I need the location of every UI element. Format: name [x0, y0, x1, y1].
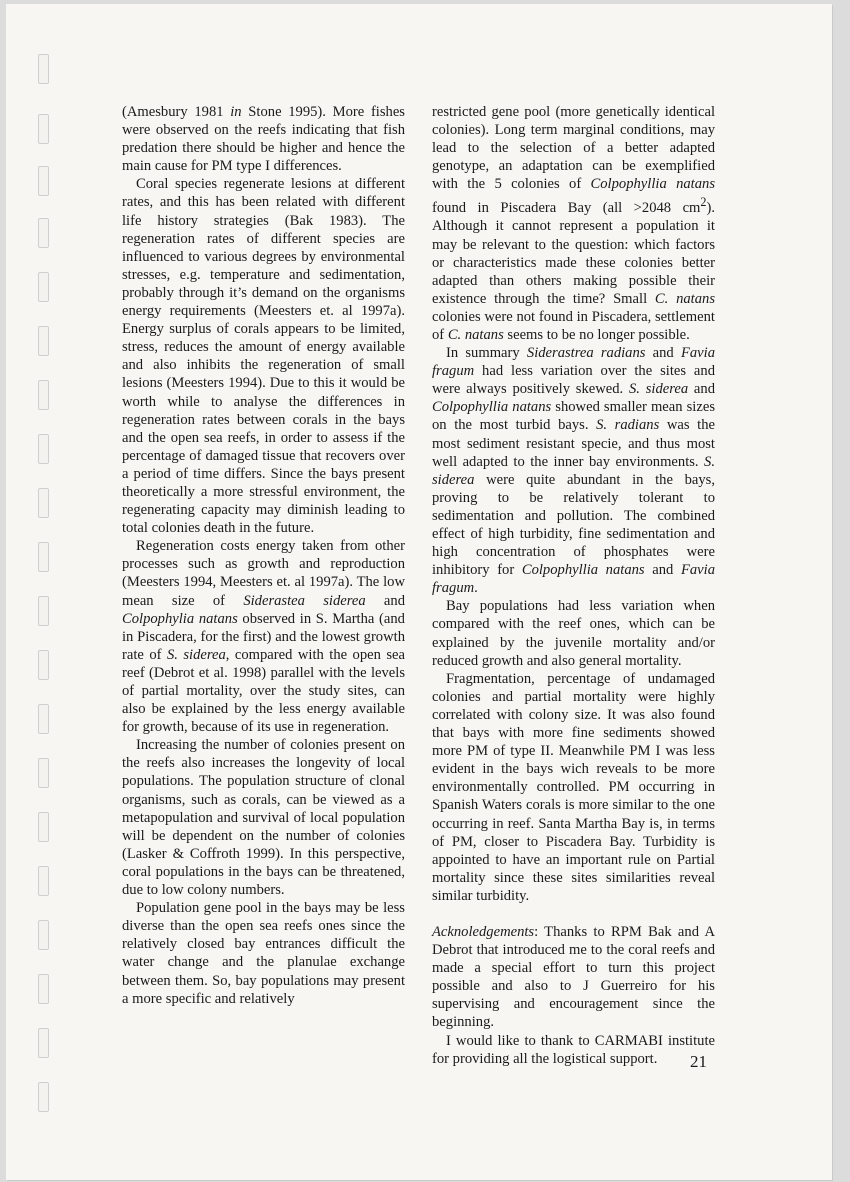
italic-text: Colpophylia natans [122, 610, 238, 627]
binding-hole [38, 326, 49, 356]
binding-hole [38, 54, 49, 84]
superscript: 2 [700, 195, 707, 210]
italic-text: S. siderea [628, 381, 689, 398]
paragraph-gap [432, 905, 715, 923]
binding-hole [38, 542, 49, 572]
paragraph: (Amesbury 1981 in Stone 1995). More fishes were observed on the reefs indicating that fish predation there should be higher and hence the main cause for PM type I differences. [122, 104, 405, 175]
italic-text: S. siderea [166, 646, 226, 663]
italic-text: Siderastrea radians [526, 345, 646, 362]
binding-hole [38, 704, 49, 734]
left-column [122, 103, 405, 1008]
binding-hole [38, 434, 49, 464]
binding-hole [38, 866, 49, 896]
italic-text: Acknoledgements [432, 923, 535, 940]
binding-hole [38, 758, 49, 788]
binding-hole [38, 218, 49, 248]
binding-hole [38, 596, 49, 626]
italic-text: C. natans [654, 290, 716, 307]
paragraph: Increasing the number of colonies present on the reefs also increases the longevity of local populations. The population structure of clonal organisms, such as corals, can be viewed as a metapopulation and survival of local population will be dependent on the number of colonies (Lasker & Coffroth 1999). In this perspective, coral populations in the bays can be threatened, due to low colony numbers. [122, 737, 405, 899]
binding-hole [38, 650, 49, 680]
paragraph: In summary Siderastrea radians and Favia fragum had less variation over the sites and were always positively skewed. S. siderea and Colpophyllia natans showed smaller mean sizes on the most turbid bays. S. radians was the most sediment resistant specie, and thus most well adapted to the inner bay environments. S. siderea were quite abundant in the bays, proving to be relatively tolerant to sedimentation and pollution. The combined effect of high turbidity, fine sedimentation and high concentration of phosphates were inhibitory for Colpophyllia natans and Favia fragum. [432, 345, 715, 597]
italic-text: Colpophyllia natans [521, 562, 645, 579]
binding-hole [38, 920, 49, 950]
paragraph: Population gene pool in the bays may be less diverse than the open sea reefs ones since the relatively closed bay entrances difficult the water change and the planulae exchange between them. So, bay populations may present a more specific and relatively [122, 900, 405, 1007]
binding-hole [38, 488, 49, 518]
binding-hole [38, 380, 49, 410]
italic-text: Siderastea siderea [243, 592, 366, 609]
right-column [432, 103, 715, 1068]
binding-hole [38, 812, 49, 842]
acknowledgements: Acknoledgements: Thanks to RPM Bak and A Debrot that introduced me to the coral reefs and made a special effort to turn this project possible and also to J Guerreiro for his supervising and encouragement since the beginning. [432, 923, 715, 1031]
binding-hole [38, 1028, 49, 1058]
italic-text: C. natans [447, 326, 504, 343]
paragraph: I would like to thank to CARMABI institute for providing all the logistical support. [432, 1032, 715, 1067]
binding-hole [38, 974, 49, 1004]
italic-text: S. siderea [432, 453, 715, 488]
italic-text: S. radians [596, 417, 660, 434]
binding-hole [38, 1082, 49, 1112]
italic-text: Favia fragum [432, 345, 715, 380]
italic-text: in [230, 104, 242, 120]
page-number: 21 [690, 1052, 707, 1071]
paragraph: Bay populations had less variation when compared with the reef ones, which can be explained by the juvenile mortality and/or reduced growth and also general mortality. [432, 598, 715, 669]
binding-hole [38, 114, 49, 144]
italic-text: Colpophyllia natans [590, 176, 715, 193]
paragraph: restricted gene pool (more genetically identical colonies). Long term marginal conditions, may lead to the selection of a better adapted genotype, an adaptation can be exemplified with the 5 colonies of Colpophyllia natans found in Piscadera Bay (all >2048 $cm^2$). Although it cannot represent a population it may be relevant to the question: which factors or characteristics made these colonies better adapted than others making possible their existence through the time? Small C. natans colonies were not found in Piscadera, settlement of C. natans seems to be no longer possible. [432, 104, 716, 343]
binding-hole [38, 166, 49, 196]
paragraph: Fragmentation, percentage of undamaged colonies and partial mortality were highly correlated with colony size. It was also found that bays with more fine sediments showed more PM of type II. Meanwhile PM I was less evident in the bays wich reveals to be more environmentally controlled. PM occurring in Spanish Waters corals is more similar to the one occurring in reef. Santa Martha Bay is, in terms of PM, closer to Piscadera Bay. Turbidity is appointed to have an important rule on Partial mortality since these sites similarities reveal similar turbidity. [432, 670, 715, 904]
binding-hole [38, 272, 49, 302]
italic-text: Favia fragum [432, 562, 715, 597]
italic-text: Colpophyllia natans [432, 399, 552, 416]
paragraph: Coral species regenerate lesions at different rates, and this has been related with different life history strategies (Bak 1983). The regeneration rates of different species are influenced to various degrees by environmental stresses, e.g. temperature and sedimentation, probably through it’s demand on the organisms energy requirements (Meesters et. al 1997a). Energy surplus of corals appears to be limited, stress, reduces the amount of energy available and also inhibits the regeneration of small lesions (Meesters 1994). Due to this it would be worth while to analyse the differences in regeneration rates between corals in the bays and the open sea reefs, in order to assess if the percentage of damaged tissue that recovers over a period of time differs. Since the bays present theoretically a more stressful environment, the regenerating capacity may diminish leading to total colonies death in the future. [122, 176, 405, 537]
paragraph: Regeneration costs energy taken from other processes such as growth and reproduction (Meesters 1994, Meesters et. al 1997a). The low mean size of Siderastea siderea and Colpophylia natans observed in S. Martha (and in Piscadera, for the first) and the lowest growth rate of S. siderea, compared with the open sea reef (Debrot et al. 1998) parallel with the levels of partial mortality, over the study sites, can also be explained by the less energy available for growth, because of its use in regeneration. [122, 538, 405, 736]
